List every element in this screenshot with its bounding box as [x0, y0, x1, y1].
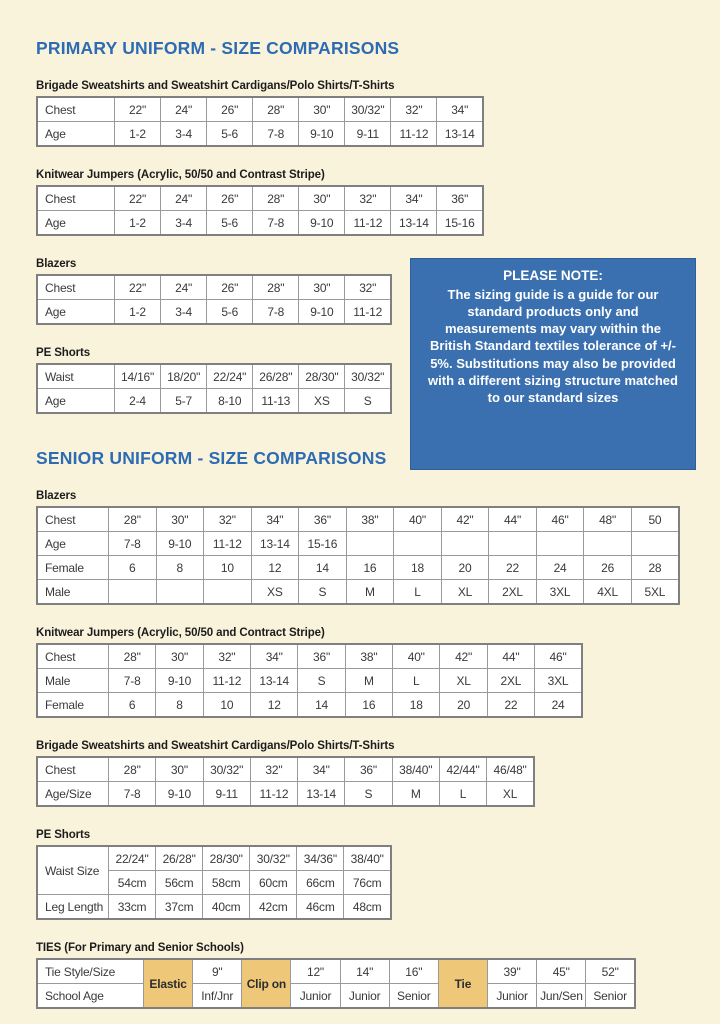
value-cell: 30/32" [345, 97, 391, 122]
value-cell: 38" [346, 507, 394, 532]
value-cell: 34" [251, 507, 299, 532]
value-cell: 16 [346, 556, 394, 580]
row-label-cell: Male [37, 580, 109, 605]
primary-knitwear-table [36, 185, 484, 236]
value-cell: S [299, 580, 347, 605]
value-cell: 34/36" [297, 846, 344, 871]
value-cell: 22 [487, 693, 534, 718]
senior-pe-shorts-table [36, 845, 392, 920]
value-cell: 58cm [203, 871, 250, 895]
value-cell: 14 [298, 693, 345, 718]
tie-style-cell: Elastic [144, 959, 193, 1008]
value-cell: 32" [345, 275, 391, 300]
value-cell: Senior [586, 984, 635, 1009]
value-cell: 8 [156, 693, 203, 718]
value-cell [109, 580, 157, 605]
table-row [37, 782, 534, 807]
primary-section-heading: PRIMARY UNIFORM - SIZE COMPARISONS [36, 38, 400, 58]
value-cell [489, 532, 537, 556]
value-cell: 1-2 [115, 122, 161, 147]
note-body: The sizing guide is a guide for our standard products only and measurements may vary within the British Standard textiles tolerance of +/- 5%. Substitutions may also be provided with a different sizing structure matched to our standard sizes [428, 287, 678, 405]
value-cell: 22" [115, 97, 161, 122]
value-cell: 9-11 [203, 782, 250, 807]
ties-table [36, 958, 636, 1009]
table-row [37, 186, 483, 211]
value-cell: 26" [207, 275, 253, 300]
primary-pe-shorts-caption: PE Shorts [36, 347, 91, 359]
senior-pe-shorts-caption: PE Shorts [36, 829, 91, 841]
value-cell: 26" [207, 97, 253, 122]
value-cell: XL [440, 669, 487, 693]
row-label-cell: Age [37, 300, 115, 325]
value-cell: 38/40" [392, 757, 439, 782]
value-cell: 13-14 [251, 669, 298, 693]
primary-blazers-table [36, 274, 392, 325]
value-cell [394, 532, 442, 556]
value-cell: 42/44" [439, 757, 486, 782]
value-cell: 11-12 [391, 122, 437, 147]
value-cell: Junior [291, 984, 340, 1009]
value-cell: 32" [391, 97, 437, 122]
value-cell: 28" [253, 97, 299, 122]
value-cell: 5-7 [161, 389, 207, 414]
table-row [37, 532, 679, 556]
value-cell: 42cm [250, 895, 297, 920]
value-cell: 22" [115, 275, 161, 300]
value-cell: 28/30" [299, 364, 345, 389]
value-cell: 30" [156, 507, 204, 532]
table-row [37, 693, 582, 718]
value-cell: 16" [389, 959, 438, 984]
primary-pe-shorts-table [36, 363, 392, 414]
row-label-cell: Age [37, 532, 109, 556]
row-label-cell: Age [37, 122, 115, 147]
value-cell: S [345, 782, 392, 807]
value-cell: 18 [394, 556, 442, 580]
table-row [37, 757, 534, 782]
value-cell: 26/28" [156, 846, 203, 871]
value-cell: 11-13 [253, 389, 299, 414]
primary-brigade-table [36, 96, 484, 147]
row-label-cell: Age/Size [37, 782, 109, 807]
value-cell: 24 [535, 693, 582, 718]
value-cell: 7-8 [109, 669, 156, 693]
value-cell: 11-12 [345, 300, 391, 325]
ties-caption: TIES (For Primary and Senior Schools) [36, 942, 244, 954]
value-cell: 7-8 [253, 211, 299, 236]
value-cell: 28" [253, 275, 299, 300]
primary-blazers-caption: Blazers [36, 258, 77, 270]
value-cell: 42" [441, 507, 489, 532]
value-cell: 14" [340, 959, 389, 984]
value-cell: 13-14 [251, 532, 299, 556]
value-cell: 24 [536, 556, 584, 580]
value-cell [346, 532, 394, 556]
row-label-cell: Chest [37, 757, 109, 782]
table-row [37, 846, 391, 871]
row-label-cell: Age [37, 389, 115, 414]
row-label-cell: Waist [37, 364, 115, 389]
value-cell [441, 532, 489, 556]
value-cell: 48" [584, 507, 632, 532]
value-cell: 22/24" [207, 364, 253, 389]
value-cell: 32" [250, 757, 297, 782]
row-label-cell: Chest [37, 644, 109, 669]
value-cell: S [298, 669, 345, 693]
table-row [37, 211, 483, 236]
value-cell: 56cm [156, 871, 203, 895]
value-cell: 13-14 [391, 211, 437, 236]
table-row [37, 959, 635, 984]
value-cell: 16 [345, 693, 392, 718]
value-cell: L [394, 580, 442, 605]
primary-knitwear-caption: Knitwear Jumpers (Acrylic, 50/50 and Contrast Stripe) [36, 169, 325, 181]
value-cell: 13-14 [298, 782, 345, 807]
value-cell: 76cm [344, 871, 391, 895]
value-cell: 7-8 [109, 532, 157, 556]
value-cell: 30/32" [203, 757, 250, 782]
value-cell: 22 [489, 556, 537, 580]
value-cell: 12 [251, 556, 299, 580]
row-label-cell: Chest [37, 507, 109, 532]
value-cell: 34" [437, 97, 483, 122]
value-cell: 4XL [584, 580, 632, 605]
value-cell: 9-11 [345, 122, 391, 147]
tie-style-cell: Tie [438, 959, 487, 1008]
row-label-cell: Female [37, 556, 109, 580]
value-cell [631, 532, 679, 556]
value-cell: M [345, 669, 392, 693]
value-cell: 38/40" [344, 846, 391, 871]
value-cell: S [345, 389, 391, 414]
row-label-cell: Age [37, 211, 115, 236]
value-cell: 6 [109, 556, 157, 580]
value-cell: 1-2 [115, 211, 161, 236]
value-cell: 5-6 [207, 211, 253, 236]
value-cell: 36" [437, 186, 483, 211]
value-cell: Senior [389, 984, 438, 1009]
value-cell: 11-12 [250, 782, 297, 807]
value-cell: 11-12 [345, 211, 391, 236]
value-cell: L [393, 669, 440, 693]
value-cell: 28" [109, 507, 157, 532]
tie-style-cell: Clip on [242, 959, 291, 1008]
table-row [37, 275, 391, 300]
value-cell: 24" [161, 275, 207, 300]
table-row [37, 895, 391, 920]
value-cell: 5XL [631, 580, 679, 605]
value-cell: 36" [345, 757, 392, 782]
value-cell: 28" [109, 644, 156, 669]
value-cell: 20 [440, 693, 487, 718]
value-cell: XS [299, 389, 345, 414]
value-cell: 44" [489, 507, 537, 532]
value-cell: 7-8 [109, 782, 156, 807]
value-cell: 2XL [487, 669, 534, 693]
senior-knitwear-table [36, 643, 583, 718]
value-cell: M [346, 580, 394, 605]
senior-blazers-caption: Blazers [36, 490, 77, 502]
value-cell: 2XL [489, 580, 537, 605]
value-cell: 6 [109, 693, 156, 718]
table-row [37, 984, 635, 1009]
senior-section-heading: SENIOR UNIFORM - SIZE COMPARISONS [36, 448, 387, 468]
value-cell: 15-16 [299, 532, 347, 556]
value-cell: 30" [156, 757, 203, 782]
value-cell: 26 [584, 556, 632, 580]
value-cell: 32" [203, 644, 250, 669]
value-cell: 34" [391, 186, 437, 211]
value-cell: 46" [536, 507, 584, 532]
value-cell: 11-12 [204, 532, 252, 556]
value-cell [156, 580, 204, 605]
value-cell: 11-12 [203, 669, 250, 693]
value-cell: Jun/Sen [537, 984, 586, 1009]
value-cell: 13-14 [437, 122, 483, 147]
senior-blazers-table [36, 506, 680, 605]
row-label-cell: Leg Length [37, 895, 109, 920]
value-cell: 54cm [109, 871, 156, 895]
table-row [37, 122, 483, 147]
value-cell: 46cm [297, 895, 344, 920]
senior-knitwear-caption: Knitwear Jumpers (Acrylic, 50/50 and Contract Stripe) [36, 627, 325, 639]
value-cell: 9-10 [299, 300, 345, 325]
value-cell: 30/32" [250, 846, 297, 871]
row-label-cell: Tie Style/Size [37, 959, 144, 984]
row-label-cell: Male [37, 669, 109, 693]
value-cell: 40cm [203, 895, 250, 920]
value-cell: XL [487, 782, 534, 807]
value-cell: Inf/Jnr [193, 984, 242, 1009]
value-cell: L [439, 782, 486, 807]
row-label-cell: Chest [37, 186, 115, 211]
table-row [37, 644, 582, 669]
value-cell: 32" [345, 186, 391, 211]
value-cell: 14 [299, 556, 347, 580]
value-cell: 12" [291, 959, 340, 984]
value-cell: 3-4 [161, 211, 207, 236]
value-cell: 30" [299, 186, 345, 211]
value-cell: 9-10 [156, 782, 203, 807]
value-cell [584, 532, 632, 556]
value-cell: 14/16" [115, 364, 161, 389]
value-cell: 8 [156, 556, 204, 580]
value-cell: 32" [204, 507, 252, 532]
value-cell: 66cm [297, 871, 344, 895]
value-cell: 36" [299, 507, 347, 532]
row-label-cell: Female [37, 693, 109, 718]
value-cell: 7-8 [253, 300, 299, 325]
value-cell: 20 [441, 556, 489, 580]
value-cell: 30/32" [345, 364, 391, 389]
senior-brigade-caption: Brigade Sweatshirts and Sweatshirt Cardigans/Polo Shirts/T-Shirts [36, 740, 395, 752]
row-label-cell: Waist Size [37, 846, 109, 895]
value-cell: 42" [440, 644, 487, 669]
primary-brigade-caption: Brigade Sweatshirts and Sweatshirt Cardigans/Polo Shirts/T-Shirts [36, 80, 395, 92]
value-cell: 46/48" [487, 757, 534, 782]
value-cell: 9-10 [299, 211, 345, 236]
value-cell: 52" [586, 959, 635, 984]
value-cell: 28/30" [203, 846, 250, 871]
value-cell: 3-4 [161, 300, 207, 325]
table-row [37, 364, 391, 389]
value-cell: 12 [251, 693, 298, 718]
value-cell: M [392, 782, 439, 807]
value-cell: 8-10 [207, 389, 253, 414]
row-label-cell: School Age [37, 984, 144, 1009]
value-cell: 9-10 [156, 669, 203, 693]
value-cell: Junior [487, 984, 536, 1009]
value-cell: 44" [487, 644, 534, 669]
value-cell: 10 [204, 556, 252, 580]
value-cell: 18/20" [161, 364, 207, 389]
senior-brigade-table [36, 756, 535, 807]
value-cell: Junior [340, 984, 389, 1009]
value-cell: 22/24" [109, 846, 156, 871]
value-cell: XS [251, 580, 299, 605]
table-row [37, 389, 391, 414]
value-cell: 36" [298, 644, 345, 669]
table-row [37, 300, 391, 325]
value-cell: 3XL [535, 669, 582, 693]
value-cell: 39" [487, 959, 536, 984]
value-cell: 28" [109, 757, 156, 782]
value-cell: 60cm [250, 871, 297, 895]
row-label-cell: Chest [37, 275, 115, 300]
value-cell: 40" [394, 507, 442, 532]
value-cell: 30" [156, 644, 203, 669]
value-cell: 9" [193, 959, 242, 984]
value-cell: XL [441, 580, 489, 605]
value-cell: 45" [537, 959, 586, 984]
value-cell: 9-10 [299, 122, 345, 147]
value-cell: 30" [299, 275, 345, 300]
table-row [37, 507, 679, 532]
value-cell: 28" [253, 186, 299, 211]
value-cell: 34" [251, 644, 298, 669]
value-cell: 3XL [536, 580, 584, 605]
value-cell: 18 [393, 693, 440, 718]
value-cell: 26" [207, 186, 253, 211]
value-cell: 33cm [109, 895, 156, 920]
value-cell: 46" [535, 644, 582, 669]
value-cell: 15-16 [437, 211, 483, 236]
note-title: PLEASE NOTE: [503, 268, 603, 283]
row-label-cell: Chest [37, 97, 115, 122]
value-cell: 24" [161, 97, 207, 122]
table-row [37, 669, 582, 693]
value-cell: 3-4 [161, 122, 207, 147]
value-cell: 24" [161, 186, 207, 211]
value-cell: 22" [115, 186, 161, 211]
value-cell: 37cm [156, 895, 203, 920]
value-cell: 5-6 [207, 122, 253, 147]
value-cell: 34" [298, 757, 345, 782]
value-cell: 1-2 [115, 300, 161, 325]
value-cell: 48cm [344, 895, 391, 920]
value-cell: 28 [631, 556, 679, 580]
value-cell: 30" [299, 97, 345, 122]
value-cell: 50 [631, 507, 679, 532]
please-note-box [410, 258, 696, 470]
table-row [37, 556, 679, 580]
value-cell: 10 [203, 693, 250, 718]
value-cell: 7-8 [253, 122, 299, 147]
value-cell: 38" [345, 644, 392, 669]
value-cell: 40" [393, 644, 440, 669]
value-cell: 26/28" [253, 364, 299, 389]
value-cell [536, 532, 584, 556]
value-cell: 9-10 [156, 532, 204, 556]
value-cell: 5-6 [207, 300, 253, 325]
value-cell: 2-4 [115, 389, 161, 414]
table-row [37, 97, 483, 122]
table-row [37, 580, 679, 605]
value-cell [204, 580, 252, 605]
